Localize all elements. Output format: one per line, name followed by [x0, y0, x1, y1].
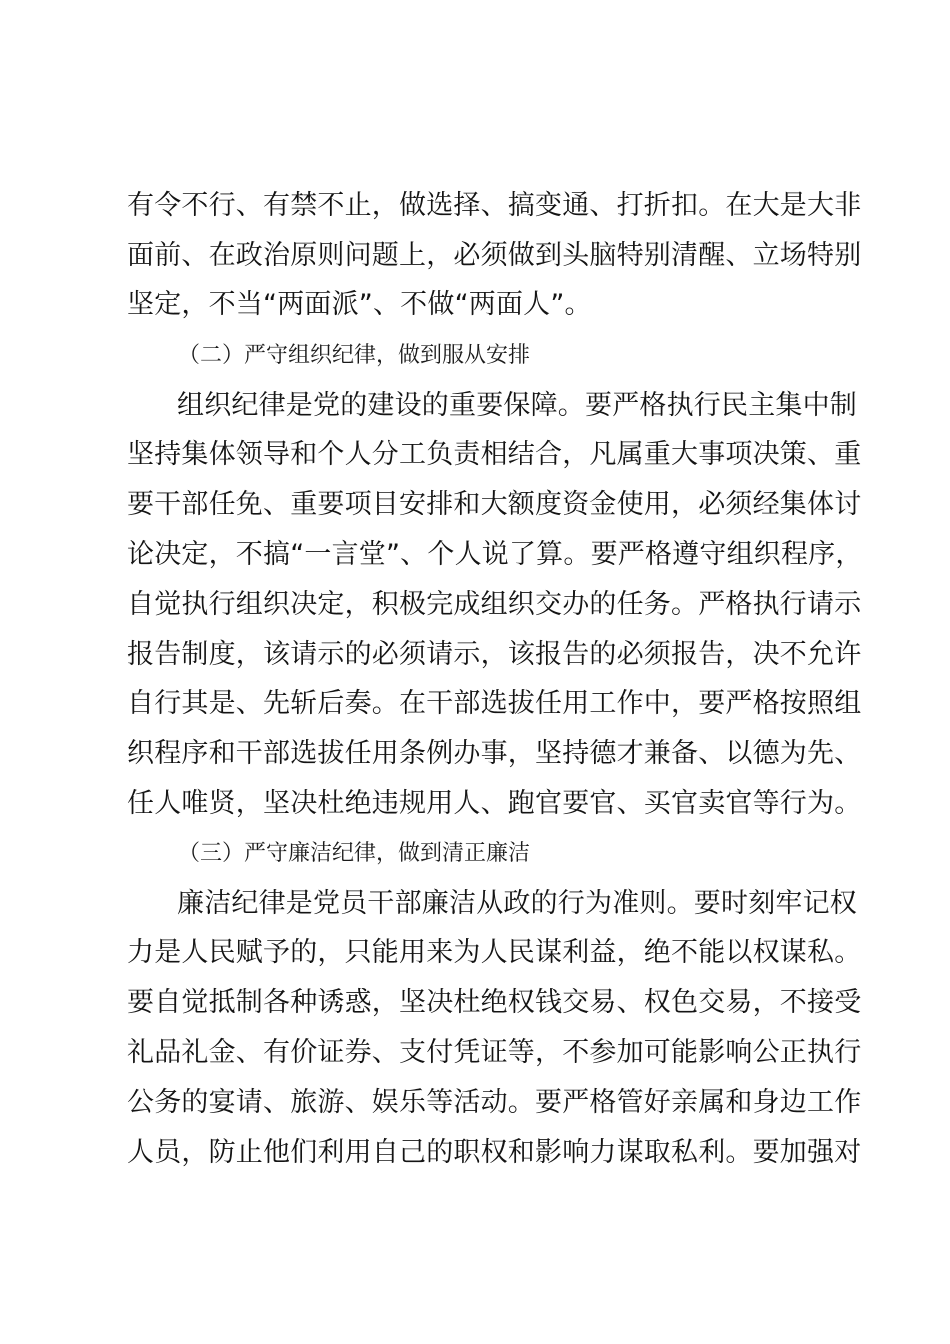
paragraph-line: 组织纪律是党的建设的重要保障。要严格执行民主集中制 [177, 390, 857, 421]
paragraph-line: 自觉执行组织决定，积极完成组织交办的任务。严格执行请示 [127, 589, 862, 620]
section-heading: （二）严守组织纪律，做到服从安排 [178, 343, 531, 368]
paragraph-line: 任人唯贤，坚决杜绝违规用人、跑官要官、买官卖官等行为。 [127, 788, 862, 819]
paragraph-line: 廉洁纪律是党员干部廉洁从政的行为准则。要时刻牢记权 [177, 888, 857, 919]
paragraph-line: 坚定，不当“两面派”、不做“两面人”。 [127, 289, 592, 320]
paragraph-line: 论决定，不搞“一言堂”、个人说了算。要严格遵守组织程序， [127, 539, 863, 570]
paragraph-line: 礼品礼金、有价证券、支付凭证等，不参加可能影响公正执行 [127, 1037, 862, 1068]
paragraph-line: 人员，防止他们利用自己的职权和影响力谋取私利。要加强对 [127, 1137, 862, 1168]
paragraph-line: 面前、在政治原则问题上，必须做到头脑特别清醒、立场特别 [127, 240, 862, 271]
paragraph-line: 有令不行、有禁不止，做选择、搞变通、打折扣。在大是大非 [127, 190, 862, 221]
paragraph-line: 力是人民赋予的，只能用来为人民谋利益，绝不能以权谋私。 [127, 937, 862, 968]
paragraph-line: 公务的宴请、旅游、娱乐等活动。要严格管好亲属和身边工作 [127, 1087, 862, 1118]
section-heading: （三）严守廉洁纪律，做到清正廉洁 [178, 841, 531, 866]
paragraph-line: 坚持集体领导和个人分工负责相结合，凡属重大事项决策、重 [127, 439, 862, 470]
paragraph-line: 报告制度，该请示的必须请示，该报告的必须报告，决不允许 [127, 639, 862, 670]
paragraph-line: 要自觉抵制各种诱惑，坚决杜绝权钱交易、权色交易，不接受 [127, 987, 862, 1018]
paragraph-line: 自行其是、先斩后奏。在干部选拔任用工作中，要严格按照组 [127, 688, 862, 719]
paragraph-line: 织程序和干部选拔任用条例办事，坚持德才兼备、以德为先、 [127, 738, 862, 769]
paragraph-line: 要干部任免、重要项目安排和大额度资金使用，必须经集体讨 [127, 489, 862, 520]
